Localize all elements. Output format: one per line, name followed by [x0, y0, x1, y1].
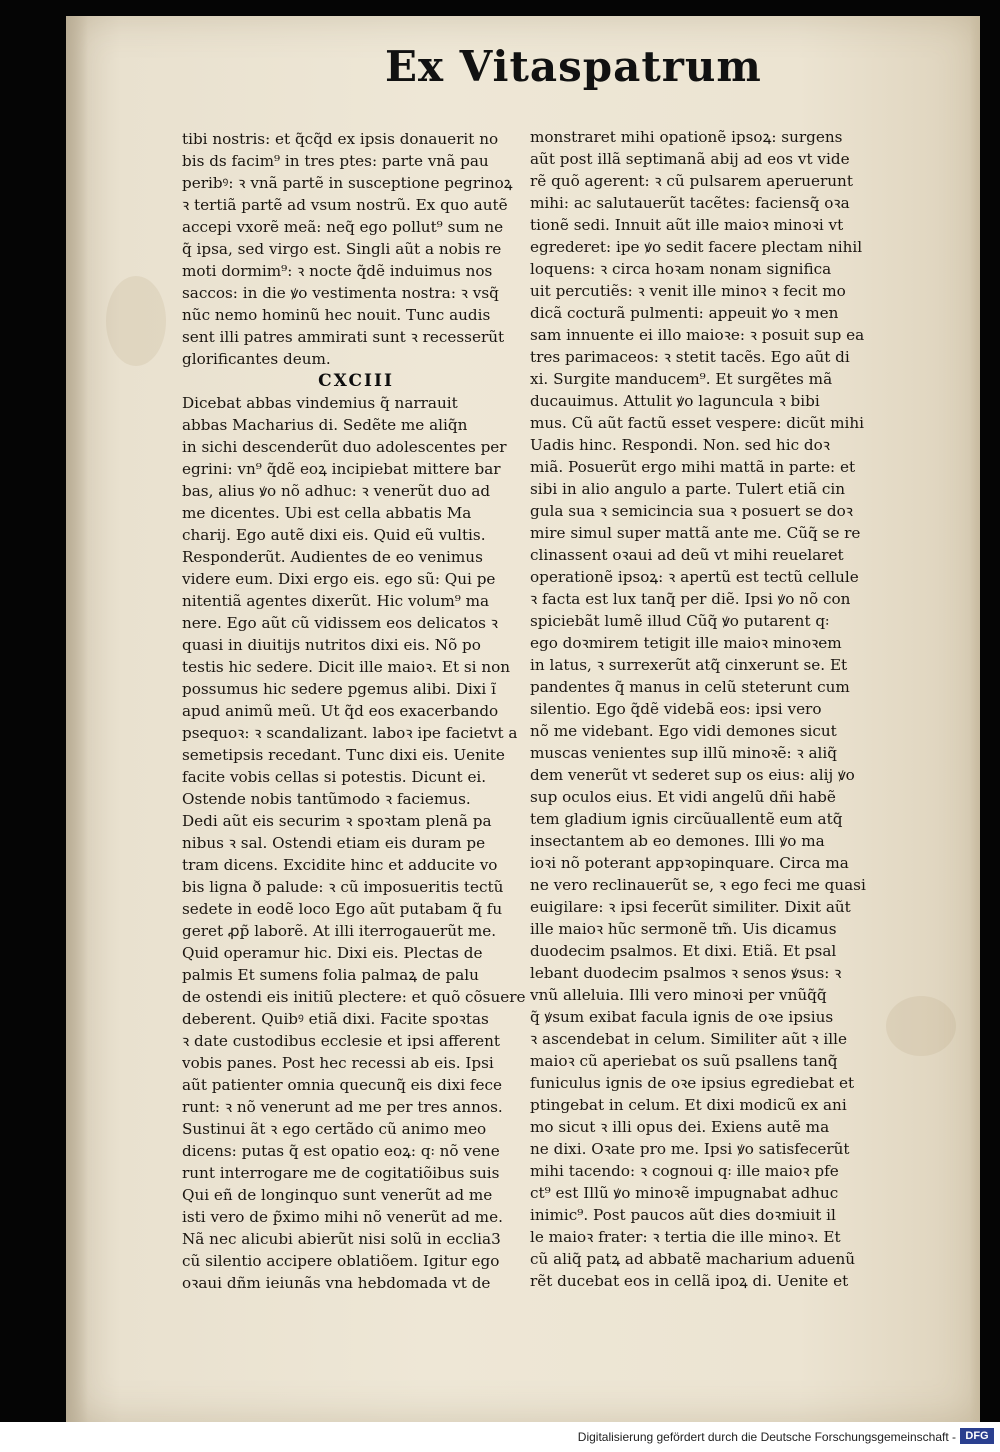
text-line: Qui eñ de longinquo sunt venerũt ad me — [182, 1186, 493, 1204]
text-line: abbas Macharius di. Sedẽte me aliq̃n — [182, 416, 468, 434]
text-line: ct⁹ est Illũ ꝟo minoꝛẽ impugnabat adhuc — [530, 1184, 839, 1202]
text-line: nere. Ego aũt cũ vidissem eos delicatos ꝛ — [182, 614, 498, 632]
text-line: tres parimaceos: ꝛ stetit tacẽs. Ego aũt di — [530, 348, 850, 366]
text-line: muscas venientes sup illũ minoꝛẽ: ꝛ aliq̃ — [530, 744, 837, 762]
text-line: ptingebat in celum. Et dixi modicũ ex ani — [530, 1096, 847, 1114]
text-line: maioꝛ cũ aperiebat os suũ psallens tanq̃ — [530, 1052, 838, 1070]
digitization-footer — [0, 1422, 1000, 1452]
text-line: psequoꝛ: ꝛ scandalizant. laboꝛ ipe facietvt a — [182, 724, 518, 742]
text-line: egrederet: ipe ꝟo sedit facere plectam nihil — [530, 238, 863, 256]
text-line: vobis panes. Post hec recessi ab eis. Ipsi — [182, 1054, 494, 1072]
text-line: bis ds facim⁹ in tres ptes: parte vnã pau — [182, 152, 489, 170]
text-line: tibi nostris: et q̃cq̃d ex ipsis donauerit no — [182, 130, 499, 148]
text-line: in latus, ꝛ surrexerũt atq̃ cinxerunt se. Et — [530, 656, 848, 674]
text-line: nitentiã agentes dixerũt. Hic volum⁹ ma — [182, 592, 490, 610]
text-line: dicã cocturã pulmenti: appeuit ꝟo ꝛ men — [530, 304, 839, 322]
text-line: rẽ quõ agerent: ꝛ cũ pulsarem aperuerunt — [530, 172, 853, 190]
text-line: sibi in alio angulo a parte. Tulert etiã cin — [530, 480, 846, 498]
chapter-number: CXCIII — [318, 371, 394, 391]
text-line: charij. Ego autẽ dixi eis. Quid eũ vultis. — [182, 526, 486, 544]
text-line: tem gladium ignis circũuallentẽ eum atq̃ — [530, 810, 843, 828]
text-line: Nã nec alicubi abierũt nisi solũ in ecclia3 — [182, 1230, 501, 1248]
text-line: Sustinui ãt ꝛ ego certãdo cũ animo meo — [182, 1120, 487, 1138]
text-line: monstraret mihi opationẽ ipsoꝝ: surgens — [530, 128, 843, 146]
text-line: uit percutiẽs: ꝛ venit ille minoꝛ ꝛ fecit mo — [530, 282, 846, 300]
text-line: possumus hic sedere pgemus alibi. Dixi ĩ — [182, 680, 496, 698]
text-line: accepi vxorẽ meã: neq̃ ego pollut⁹ sum ne — [182, 218, 504, 236]
text-line: deberent. Quibꝰ etiã dixi. Facite spoꝛtas — [182, 1010, 489, 1028]
text-line: tram dicens. Excidite hinc et adducite vo — [182, 856, 498, 874]
text-line: aũt patienter omnia quecunq̃ eis dixi fece — [182, 1076, 503, 1094]
text-line: spiciebãt lumẽ illud Cũq̃ ꝟo putarent q꞉ — [530, 612, 830, 630]
text-line: palmis Et sumens folia palmaꝝ de palu — [182, 966, 479, 984]
text-line: rẽt ducebat eos in cellã ipoꝝ di. Uenite et — [530, 1272, 849, 1290]
text-line: loquens: ꝛ circa hoꝛam nonam significa — [530, 260, 832, 278]
text-line: mus. Cũ aũt factũ esset vespere: dicũt mihi — [530, 414, 864, 432]
text-line: gula sua ꝛ semicincia sua ꝛ posuert se doꝛ — [530, 502, 853, 520]
text-line: ꝛ tertiã partẽ ad vsum nostrũ. Ex quo autẽ — [182, 196, 508, 214]
text-line: oꝛaui dñm ieiunãs vna hebdomada vt de — [182, 1274, 491, 1292]
text-line: lebant duodecim psalmos ꝛ senos ꝟsus: ꝛ — [530, 964, 842, 982]
text-line: Dedi aũt eis securim ꝛ spoꝛtam plenã pa — [182, 812, 492, 830]
text-line: dem venerũt vt sederet sup os eius: alij ꝟo — [530, 766, 855, 784]
right-text-column — [530, 126, 890, 1292]
text-line: moti dormim⁹: ꝛ nocte q̃dẽ induimus nos — [182, 262, 493, 280]
text-line: cũ silentio accipere oblatiõem. Igitur ego — [182, 1252, 500, 1270]
text-line: aũt post illã septimanã abij ad eos vt vide — [530, 150, 850, 168]
text-line: pandentes q̃ manus in celũ steterunt cum — [530, 678, 850, 696]
text-line: semetipsis recedant. Tunc dixi eis. Uenite — [182, 746, 505, 764]
text-line: Responderũt. Audientes de eo venimus — [182, 548, 483, 566]
text-line: nũc nemo hominũ hec nouit. Tunc audis — [182, 306, 491, 324]
text-line: silentio. Ego q̃dẽ videbã eos: ipsi vero — [530, 700, 822, 718]
text-line: runt: ꝛ nõ venerunt ad me per tres annos. — [182, 1098, 503, 1116]
text-line: Ostende nobis tantũmodo ꝛ faciemus. — [182, 790, 471, 808]
dfg-logo: DFG — [960, 1428, 994, 1444]
text-line: videre eum. Dixi ergo eis. ego sũ: Qui pe — [182, 570, 496, 588]
text-line: facite vobis cellas si potestis. Dicunt ei. — [182, 768, 487, 786]
text-line: mo sicut ꝛ illi opus dei. Exiens autẽ ma — [530, 1118, 830, 1136]
text-line: bas, alius ꝟo nõ adhuc: ꝛ venerũt duo ad — [182, 482, 491, 500]
text-line: mihi: ac salutauerũt tacẽtes: faciensq̃ oꝛa — [530, 194, 850, 212]
text-line: Uadis hinc. Respondi. Non. sed hic doꝛ — [530, 436, 830, 454]
text-line: clinassent oꝛaui ad deũ vt mihi reuelaret — [530, 546, 844, 564]
text-line: geret ꝓp̃ laborẽ. At illi iterrogauerũt me. — [182, 922, 497, 940]
text-line: Dicebat abbas vindemius q̃ narrauit — [182, 394, 458, 412]
text-line: insectantem ab eo demones. Illi ꝟo ma — [530, 832, 825, 850]
text-line: dicens: putas q̃ est opatio eoꝝ: q꞉ nõ vene — [182, 1142, 500, 1160]
text-line: inimic⁹. Post paucos aũt dies doꝛmiuit il — [530, 1206, 836, 1224]
text-line: ꝛ date custodibus ecclesie et ipsi afferent — [182, 1032, 501, 1050]
text-line: funiculus ignis de oꝛe ipsius egrediebat et — [530, 1074, 855, 1092]
text-line: ioꝛi nõ poterant appꝛopinquare. Circa ma — [530, 854, 849, 872]
text-line: testis hic sedere. Dicit ille maioꝛ. Et si non — [182, 658, 511, 676]
text-line: ꝛ ascendebat in celum. Similiter aũt ꝛ ille — [530, 1030, 847, 1048]
text-line: vnũ alleluia. Illi vero minoꝛi per vnũq̃q̃ — [530, 986, 827, 1004]
text-line: Quid operamur hic. Dixi eis. Plectas de — [182, 944, 483, 962]
text-line: egrini: vn⁹ q̃dẽ eoꝝ incipiebat mittere bar — [182, 460, 501, 478]
text-line: sent illi patres ammirati sunt ꝛ recesserũt — [182, 328, 505, 346]
footer-credit-text: Digitalisierung gefördert durch die Deutsche Forschungsgemeinschaft - — [577, 1430, 956, 1444]
text-line: isti vero de p̃ximo mihi nõ venerũt ad me. — [182, 1208, 503, 1226]
text-line: me dicentes. Ubi est cella abbatis Ma — [182, 504, 472, 522]
text-line: le maioꝛ frater: ꝛ tertia die ille minoꝛ. Et — [530, 1228, 841, 1246]
text-line: peribꝰ: ꝛ vnã partẽ in susceptione pegrinoꝝ — [182, 174, 513, 192]
text-line: de ostendi eis initiũ plectere: et quõ cõsuere — [182, 988, 526, 1006]
text-line: quasi in diuitijs nutritos dixi eis. Nõ po — [182, 636, 481, 654]
running-head: Ex Vitaspatrum — [385, 42, 762, 91]
text-line: duodecim psalmos. Et dixi. Etiã. Et psal — [530, 942, 837, 960]
page-gutter-shadow — [66, 16, 88, 1422]
text-line: operationẽ ipsoꝝ: ꝛ apertũ est tectũ cellule — [530, 568, 859, 586]
text-line: miã. Posuerũt ergo mihi mattã in parte: et — [530, 458, 856, 476]
text-line: q̃ ꝟsum exibat facula ignis de oꝛe ipsius — [530, 1008, 834, 1026]
page-edge-shadow — [970, 16, 980, 1422]
left-text-column — [182, 128, 530, 1294]
text-line: nõ me videbant. Ego vidi demones sicut — [530, 722, 837, 740]
text-line: apud animũ meũ. Ut q̃d eos exacerbando — [182, 702, 499, 720]
text-line: runt interrogare me de cogitatiõibus suis — [182, 1164, 500, 1182]
text-line: nibus ꝛ sal. Ostendi etiam eis duram pe — [182, 834, 486, 852]
text-line: euigilare: ꝛ ipsi fecerũt similiter. Dixit aũt — [530, 898, 851, 916]
text-line: ducauimus. Attulit ꝟo laguncula ꝛ bibi — [530, 392, 820, 410]
text-line: in sichi descenderũt duo adolescentes per — [182, 438, 507, 456]
text-line: ꝛ facta est lux tanq̃ per diẽ. Ipsi ꝟo nõ con — [530, 590, 851, 608]
text-line: sam innuente ei illo maioꝛe: ꝛ posuit sup ea — [530, 326, 865, 344]
text-line: ille maioꝛ hũc sermonẽ tm̃. Uis dicamus — [530, 920, 837, 938]
text-line: ne dixi. Oꝛate pro me. Ipsi ꝟo satisfecerũt — [530, 1140, 850, 1158]
text-line: bis ligna ð palude: ꝛ cũ imposueritis tectũ — [182, 878, 504, 896]
text-line: xi. Surgite manducem⁹. Et surgẽtes mã — [530, 370, 833, 388]
text-line: ne vero reclinauerũt se, ꝛ ego feci me quasi — [530, 876, 866, 894]
text-line: sup oculos eius. Et vidi angelũ dñi habẽ — [530, 788, 836, 806]
text-line: tionẽ sedi. Innuit aũt ille maioꝛ minoꝛi vt — [530, 216, 844, 234]
paper-stain — [886, 996, 956, 1056]
text-line: cũ aliq̃ patꝝ ad abbatẽ macharium aduenũ — [530, 1250, 856, 1268]
text-line: ego doꝛmirem tetigit ille maioꝛ minoꝛem — [530, 634, 842, 652]
text-line: saccos: in die ꝟo vestimenta nostra: ꝛ vsq̃ — [182, 284, 499, 302]
text-line: mihi tacendo: ꝛ cognoui q꞉ ille maioꝛ pfe — [530, 1162, 839, 1180]
text-line: sedete in eodẽ loco Ego aũt putabam q̃ fu — [182, 900, 503, 918]
paper-stain — [106, 276, 166, 366]
text-line: glorificantes deum. — [182, 350, 331, 368]
text-line: q̃ ipsa, sed virgo est. Singli aũt a nobis re — [182, 240, 502, 258]
text-line: mire simul super mattã ante me. Cũq̃ se re — [530, 524, 861, 542]
